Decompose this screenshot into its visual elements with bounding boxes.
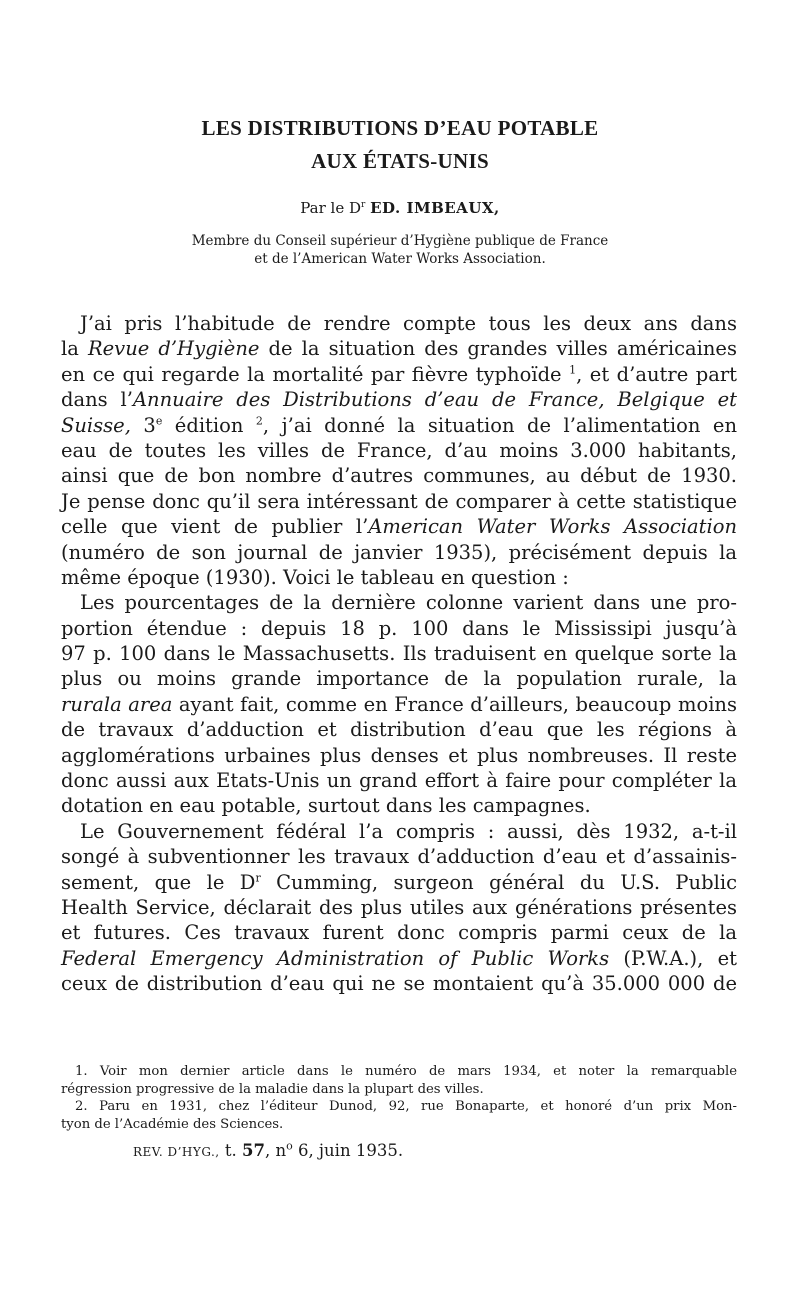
byline-prefix: Par le D xyxy=(300,199,361,217)
body-line: Les pourcentages de la dernière colonne varient dans une pro- xyxy=(80,591,737,615)
body-line: dotation en eau potable, surtout dans les campagnes. xyxy=(61,794,591,818)
article-body xyxy=(61,311,737,997)
footnote-2-line-2: tyon de l’Académie des Sciences. xyxy=(61,1116,284,1132)
body-line: ceux de distribution d’eau qui ne se montaient qu’à 35.000 000 de xyxy=(61,972,737,996)
journal-abbrev: REV. D’HYG., xyxy=(133,1145,220,1159)
body-line: rurala area ayant fait, comme en France d’ailleurs, beaucoup moins xyxy=(61,692,737,716)
body-line: en ce qui regarde la mortalité par fièvre typhoïde $^1$, et d’autre part xyxy=(61,362,738,386)
footnote-1-line-2: régression progressive de la maladie dans la plupart des villes. xyxy=(61,1081,484,1097)
body-line: ainsi que de bon nombre d’autres communes, au début de 1930. xyxy=(61,464,737,488)
body-line: Le Gouvernement fédéral l’a compris : aussi, dès 1932, a-t-il xyxy=(80,819,737,843)
footnote-1-line-1: 1. Voir mon dernier article dans le numéro de mars 1934, et noter la remarquable xyxy=(75,1064,737,1079)
affiliation-line-1: Membre du Conseil supérieur d’Hygiène publique de France xyxy=(191,233,609,249)
affiliation-line-2: et de l’American Water Works Association. xyxy=(254,251,546,267)
body-line: (numéro de son journal de janvier 1935), précisément depuis la xyxy=(61,540,737,564)
body-line: donc aussi aux Etats-Unis un grand effort à faire pour compléter la xyxy=(61,769,737,793)
journal-reference: REV. D’HYG., t. 57, $n^o$ 6, juin 1935. xyxy=(133,1139,404,1160)
footnote-2-line-1: 2. Paru en 1931, chez l’éditeur Dunod, 92, rue Bonaparte, et honoré d’un prix Mon- xyxy=(75,1099,737,1114)
article-title-line-2: AUX ÉTATS-UNIS xyxy=(311,149,489,173)
body-line: eau de toutes les villes de France, d’au moins 3.000 habitants, xyxy=(61,438,737,462)
body-line: sement, que le $D^r$ Cumming, surgeon général du U.S. Public xyxy=(61,870,737,894)
author-name: ED. IMBEAUX, xyxy=(370,199,500,217)
body-line: plus ou moins grande importance de la population rurale, la xyxy=(61,667,737,691)
body-line: et futures. Ces travaux furent donc compris parmi ceux de la xyxy=(61,921,737,945)
body-line: Suisse, 3e édition $^2$, j’ai donné la situation de l’alimentation en xyxy=(61,413,738,437)
body-line: dans l’Annuaire des Distributions d’eau de France, Belgique et xyxy=(61,388,737,412)
article-title-line-1: LES DISTRIBUTIONS D’EAU POTABLE xyxy=(201,116,599,140)
footnotes xyxy=(61,1063,737,1133)
body-line: la Revue d’Hygiène de la situation des grandes villes américaines xyxy=(61,337,737,361)
footnote-ref-2: 2 xyxy=(255,414,263,428)
body-line: agglomérations urbaines plus denses et plus nombreuses. Il reste xyxy=(61,743,737,767)
body-line: de travaux d’adduction et distribution d’eau que les régions à xyxy=(61,718,737,742)
body-line: celle que vient de publier l’American Water Works Association xyxy=(61,515,738,539)
body-line: 97 p. 100 dans le Massachusetts. Ils traduisent en quelque sorte la xyxy=(61,642,737,666)
author-byline xyxy=(0,199,800,217)
byline-prefix-sup: r xyxy=(361,200,366,210)
footnote-ref-1: 1 xyxy=(569,363,577,377)
body-line: J’ai pris l’habitude de rendre compte tous les deux ans dans xyxy=(80,312,737,335)
body-line: songé à subventionner les travaux d’adduction d’eau et d’assainis- xyxy=(61,845,737,869)
body-line: même époque (1930). Voici le tableau en question : xyxy=(61,565,569,589)
body-line: Je pense donc qu’il sera intéressant de comparer à cette statistique xyxy=(61,489,737,513)
volume-number: 57 xyxy=(241,1141,265,1160)
body-line: Health Service, déclarait des plus utiles aux générations présentes xyxy=(61,895,737,919)
body-line: Federal Emergency Administration of Public Works (P.W.A.), et xyxy=(61,946,737,970)
body-line: portion étendue : depuis 18 p. 100 dans le Mississipi jusqu’à xyxy=(61,616,737,640)
